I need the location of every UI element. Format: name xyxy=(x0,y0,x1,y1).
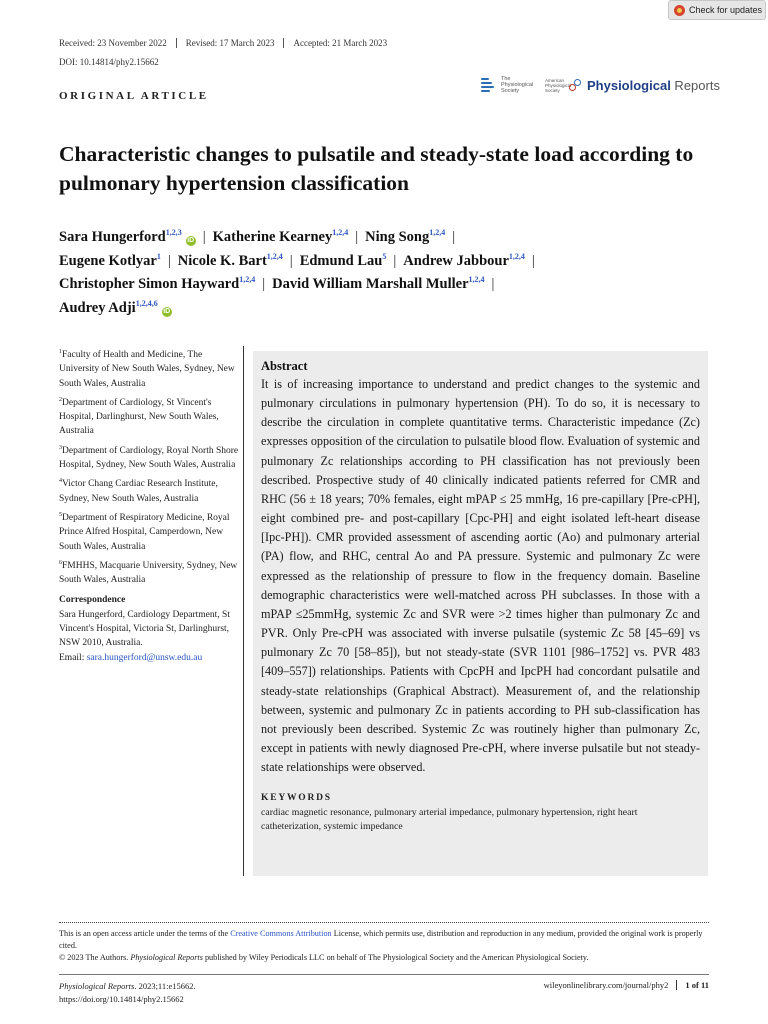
creative-commons-link[interactable]: Creative Commons Attribution xyxy=(230,929,332,938)
keywords-heading: KEYWORDS xyxy=(261,793,332,804)
affiliation-number: 6 xyxy=(59,559,62,566)
abstract-heading: Abstract xyxy=(261,359,308,373)
author-name: Edmund Lau xyxy=(299,252,383,269)
affiliation-text: Department of Cardiology, St Vincent's Hospital, Darlinghurst, New South Wales, Australia xyxy=(59,397,219,437)
author-name: Katherine Kearney xyxy=(212,229,333,245)
footer-journal: Physiological Reports xyxy=(59,981,135,991)
physiological-reports-logo-icon xyxy=(569,78,581,92)
email-label: Email: xyxy=(59,652,87,663)
copyright-journal: Physiological Reports xyxy=(130,953,203,962)
affiliation-number: 2 xyxy=(59,396,62,403)
author xyxy=(403,253,525,269)
author-affiliation-sup: 1,2,4 xyxy=(468,275,485,284)
author-name: David William Marshall Muller xyxy=(272,276,469,292)
license-divider xyxy=(59,922,709,923)
journal-site-link[interactable]: wileyonlinelibrary.com/journal/phy2 xyxy=(543,980,669,990)
article-type: ORIGINAL ARTICLE xyxy=(59,90,209,102)
author-separator: | xyxy=(393,252,397,269)
author-name: Ning Song xyxy=(365,229,430,245)
physiological-society-logo-icon xyxy=(481,77,495,93)
page-number: 1 of 11 xyxy=(676,980,709,990)
check-for-updates-label: Check for updates xyxy=(689,5,763,15)
abstract-text: It is of increasing importance to understand and predict changes to the systemic and pulmonary circulations in pulmonary hypertension (PH). To do so, it is necessary to describe the circulation in complete quantitative terms. Characteristic impedance (Zc) expresses opposition of the circulation to pulsatile blood flow. Evaluation of systemic and pulmonary Zc relationships according to PH classification has not previously been described. Prospective study of 40 clinically indicated patients referred for CMR and RHC (56 ± 18 years; 70% females, eight mPAP ≤ 25 mmHg, 16 pre-capillary [Pre-cPH], eight combined pre- and post-capillary [Cpc-PH] and eight isolated left-heart disease [Ipc-PH]). CMR provided assessment of ascending aortic (Ao) and pulmonary arterial (PA) flow, and RHC, central Ao and PA pressure. Systemic and pulmonary Zc were expressed as the relationship of pressure to flow in the frequency domain. Baseline demographic characteristics were well-matched across PH subclasses. In those with a mPAP ≤25mmHg, systemic Zc and SVR were >2 times higher than pulmonary Zc and PVR. Only Pre-cPH was associated with inverse pulsatile (systemic Zc 58 [45–69] vs pulmonary Zc 70 [58–85]), but not steady-state (SVR 1101 [986–1752] vs. PVR 483 [409–557]) relationships. Patients with CpcPH and IpcPH had concordant pulsatile and steady-state relationships (Graphical Abstract). Measurement of, and the relationship between, systemic and pulmonary Zc in patients according to PH sub-classification has not previously been described. Systemic Zc was routinely higher than pulmonary Zc, except in patients with newly diagnosed Pre-cPH, where inverse pulsatile but not steady-state relationships were observed. xyxy=(261,377,700,775)
author xyxy=(59,276,255,292)
author-affiliation-sup: 1 xyxy=(156,251,161,261)
affiliation-item xyxy=(59,444,239,473)
affiliation-number: 5 xyxy=(59,511,62,518)
author-affiliation-sup: 1,2,4 xyxy=(239,275,256,284)
orcid-icon[interactable]: iD xyxy=(187,237,195,244)
affiliation-number: 1 xyxy=(59,349,62,355)
aps-logo-text: American Physiological Society xyxy=(545,77,572,93)
license-post: License, which permits use, distribution and reproduction in any medium, provided the original work is properly cited. xyxy=(59,929,703,950)
journal-name xyxy=(587,78,720,93)
abstract-box xyxy=(253,351,708,876)
doi-line: DOI: 10.14814/phy2.15662 xyxy=(59,57,159,67)
crossmark-icon xyxy=(674,5,685,16)
footer-divider xyxy=(59,974,709,975)
affiliation-item xyxy=(59,511,239,554)
keywords-text: cardiac magnetic resonance, pulmonary arterial impedance, pulmonary hypertension, right heart catheterization, systemic impedance xyxy=(261,807,638,833)
footer-citation-detail: . 2023;11:e15662. xyxy=(134,981,196,991)
author-separator: | xyxy=(491,276,495,292)
footer-right xyxy=(544,980,709,990)
affiliation-text: Department of Respiratory Medicine, Royal Prince Alfred Hospital, Camperdown, New South Wales, Australia xyxy=(59,512,230,552)
journal-name-part-b: Reports xyxy=(670,77,720,93)
author xyxy=(59,229,196,245)
author-separator: | xyxy=(262,276,266,292)
affiliation-item xyxy=(59,348,239,391)
history-dates xyxy=(59,38,396,48)
author-separator: | xyxy=(202,229,206,245)
author-separator: | xyxy=(167,252,171,269)
author-affiliation-sup: 1,2,4,6 xyxy=(135,298,158,308)
author-list xyxy=(59,226,719,320)
received-date: Received: 23 November 2022 xyxy=(59,38,177,48)
journal-name-part-a: Physiological xyxy=(587,77,671,93)
affiliation-text: Faculty of Health and Medicine, The University of New South Wales, Sydney, New South Wales, Australia xyxy=(59,350,235,389)
author-name: Nicole K. Bart xyxy=(177,252,267,269)
license-notice xyxy=(59,928,709,964)
author-affiliation-sup: 1,2,4 xyxy=(266,251,283,261)
copyright-post: published by Wiley Periodicals LLC on behalf of The Physiological Society and the American Physiological Society. xyxy=(202,953,589,962)
footer-doi-link[interactable]: https://doi.org/10.14814/phy2.15662 xyxy=(59,993,184,1004)
author-affiliation-sup: 1,2,3 xyxy=(165,228,182,237)
check-for-updates-button[interactable] xyxy=(668,0,766,20)
author xyxy=(300,253,387,269)
copyright-text xyxy=(59,952,709,964)
author xyxy=(59,300,172,316)
journal-logos xyxy=(481,76,720,94)
author-name: Eugene Kotlyar xyxy=(59,252,157,269)
affiliation-item xyxy=(59,559,239,588)
author-affiliation-sup: 1,2,4 xyxy=(508,251,525,261)
citation-line xyxy=(59,980,196,993)
column-divider xyxy=(243,346,244,876)
correspondence-email xyxy=(59,651,239,665)
affiliations xyxy=(59,348,239,665)
author-name: Christopher Simon Hayward xyxy=(59,276,240,292)
author xyxy=(213,229,349,245)
orcid-icon[interactable]: iD xyxy=(163,307,171,315)
affiliation-text: FMHHS, Macquarie University, Sydney, New South Wales, Australia xyxy=(59,560,238,586)
physiological-society-name: The Physiological Society xyxy=(501,76,534,94)
footer-citation xyxy=(59,980,196,1005)
author-separator: | xyxy=(355,229,359,245)
accepted-date: Accepted: 21 March 2023 xyxy=(293,38,388,48)
author-separator: | xyxy=(452,229,456,245)
affiliation-item xyxy=(59,477,239,506)
affiliation-list xyxy=(59,348,239,587)
author-affiliation-sup: 1,2,4 xyxy=(429,228,446,237)
affiliation-number: 4 xyxy=(59,478,62,485)
author xyxy=(59,253,161,269)
author-separator: | xyxy=(289,252,293,269)
affiliation-text: Department of Cardiology, Royal North Shore Hospital, Sydney, New South Wales, Australia xyxy=(59,445,239,471)
author-separator: | xyxy=(531,252,535,269)
author-affiliation-sup: 5 xyxy=(382,251,387,261)
author xyxy=(365,229,445,245)
license-pre: This is an open access article under the terms of the xyxy=(59,929,231,938)
email-link[interactable]: sara.hungerford@unsw.edu.au xyxy=(86,652,203,663)
correspondence-heading: Correspondence xyxy=(59,595,126,606)
author-name: Andrew Jabbour xyxy=(403,252,509,269)
author xyxy=(272,276,484,292)
correspondence-address: Sara Hungerford, Cardiology Department, St Vincent's Hospital, Victoria St, Darlinghurst, NSW 2010, Australia. xyxy=(59,609,230,649)
copyright-pre: © 2023 The Authors. xyxy=(59,953,131,962)
affiliation-number: 3 xyxy=(59,444,62,451)
author-name: Audrey Adji xyxy=(59,299,136,316)
author-affiliation-sup: 1,2,4 xyxy=(332,228,349,237)
affiliation-item xyxy=(59,396,239,439)
paper-title: Characteristic changes to pulsatile and steady-state load according to pulmonary hypertension classification xyxy=(59,142,694,195)
license-text xyxy=(59,928,709,952)
revised-date: Revised: 17 March 2023 xyxy=(177,38,285,48)
affiliation-text: Victor Chang Cardiac Research Institute, Sydney, New South Wales, Australia xyxy=(59,479,218,504)
author xyxy=(178,253,283,269)
author-name: Sara Hungerford xyxy=(59,229,166,245)
